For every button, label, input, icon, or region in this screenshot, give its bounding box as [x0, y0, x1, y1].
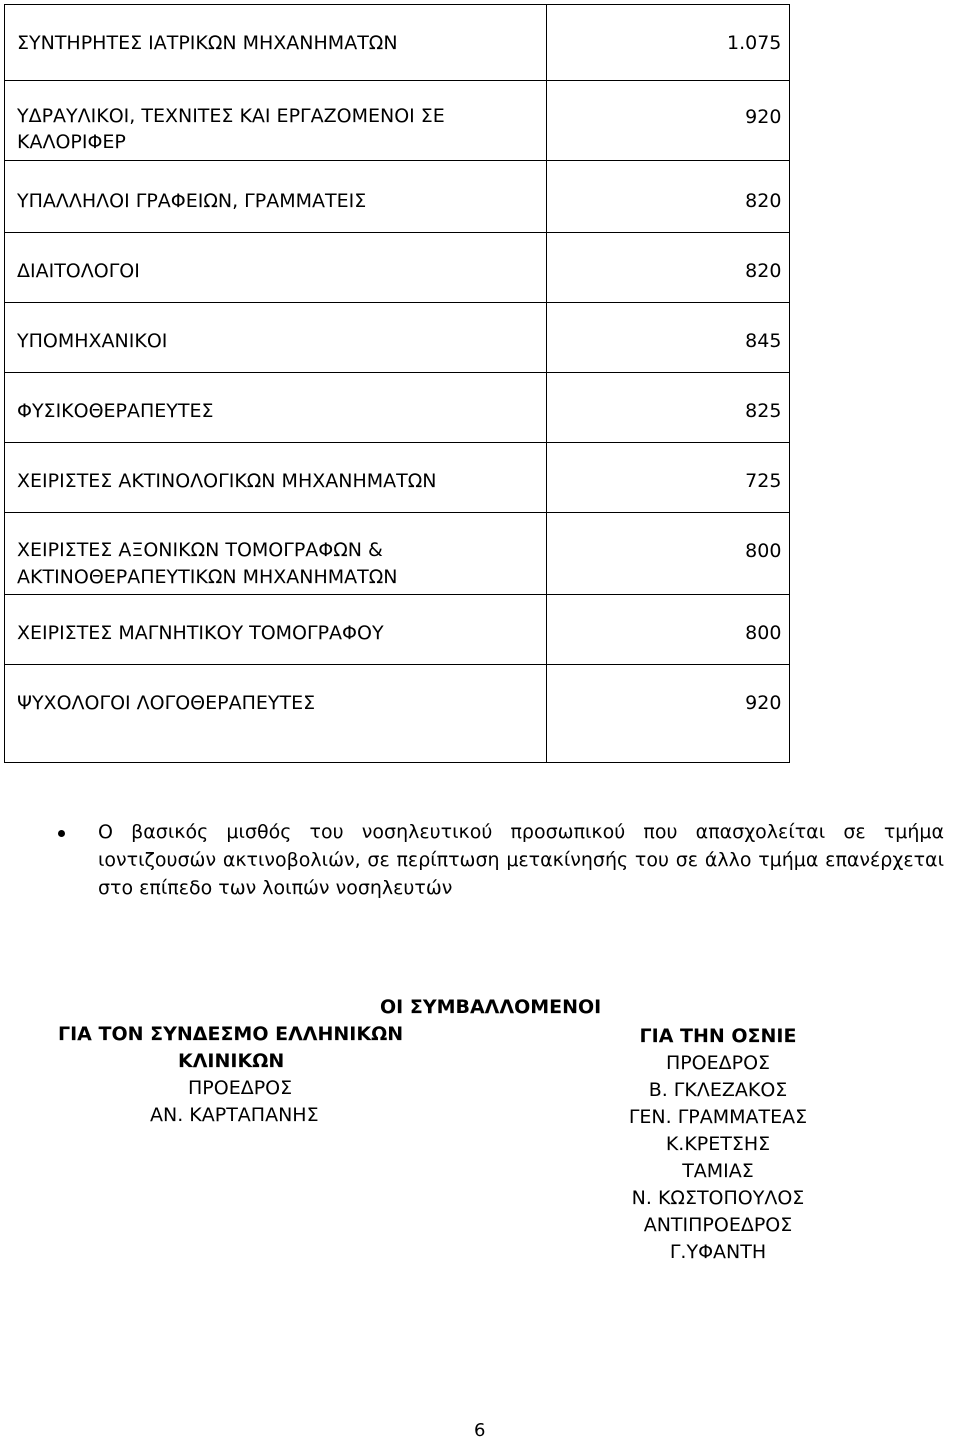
right-signatory-line: ΤΑΜΙΑΣ	[682, 1160, 754, 1182]
table-row	[5, 513, 790, 595]
salary-value: 845	[745, 330, 782, 352]
salary-cell	[547, 373, 790, 443]
table-row	[5, 5, 790, 81]
salary-value: 820	[745, 260, 782, 282]
left-signatory-name: ΑΝ. ΚΑΡΤΑΠΑΝΗΣ	[150, 1104, 319, 1126]
job-title: ΔΙΑΙΤΟΛΟΓΟΙ	[17, 260, 140, 282]
salary-cell	[547, 5, 790, 81]
job-title-cell	[5, 373, 547, 443]
right-signatory-org: ΓΙΑ ΤΗΝ ΟΣΝΙΕ	[639, 1025, 797, 1047]
table-row	[5, 233, 790, 303]
job-title: ΧΕΙΡΙΣΤΕΣ ΜΑΓΝΗΤΙΚΟΥ ΤΟΜΟΓΡΑΦΟΥ	[17, 622, 384, 644]
page-number: 6	[474, 1420, 486, 1441]
bullet-icon	[58, 830, 65, 837]
salary-cell	[547, 513, 790, 595]
job-title: ΥΔΡΑΥΛΙΚΟΙ, ΤΕΧΝΙΤΕΣ ΚΑΙ ΕΡΓΑΖΟΜΕΝΟΙ ΣΕ ΚΑΛΟΡΙΦΕΡ	[17, 105, 445, 153]
job-title: ΧΕΙΡΙΣΤΕΣ ΑΚΤΙΝΟΛΟΓΙΚΩΝ ΜΗΧΑΝΗΜΑΤΩΝ	[17, 470, 437, 492]
salary-value: 820	[745, 190, 782, 212]
right-signatory-line: Γ.ΥΦΑΝΤΗ	[669, 1241, 767, 1263]
job-title-cell	[5, 81, 547, 161]
job-title: ΥΠΑΛΛΗΛΟΙ ΓΡΑΦΕΙΩΝ, ΓΡΑΜΜΑΤΕΙΣ	[17, 190, 367, 212]
salary-cell	[547, 595, 790, 665]
salary-value: 800	[745, 622, 782, 644]
job-title-cell	[5, 513, 547, 595]
table-row	[5, 81, 790, 161]
table-row	[5, 443, 790, 513]
table-row	[5, 595, 790, 665]
right-signatory-line: Β. ΓΚΛΕΖΑΚΟΣ	[648, 1079, 788, 1101]
salary-value: 920	[745, 106, 782, 128]
table-row	[5, 303, 790, 373]
job-title: ΨΥΧΟΛΟΓΟΙ ΛΟΓΟΘΕΡΑΠΕΥΤΕΣ	[17, 692, 316, 714]
salary-cell	[547, 233, 790, 303]
right-signatory-block	[0, 1023, 960, 1266]
right-signatory-line: ΠΡΟΕΔΡΟΣ	[665, 1052, 771, 1074]
salary-cell	[547, 443, 790, 513]
salary-table	[4, 4, 790, 763]
salary-value: 920	[745, 692, 782, 714]
salary-value: 800	[745, 540, 782, 562]
job-title: ΦΥΣΙΚΟΘΕΡΑΠΕΥΤΕΣ	[17, 400, 214, 422]
salary-value: 1.075	[727, 32, 782, 54]
salary-cell	[547, 665, 790, 763]
job-title: ΣΥΝΤΗΡΗΤΕΣ ΙΑΤΡΙΚΩΝ ΜΗΧΑΝΗΜΑΤΩΝ	[17, 32, 398, 54]
table-row	[5, 665, 790, 763]
left-signatory-org-line2: ΚΛΙΝΙΚΩΝ	[178, 1050, 285, 1072]
right-signatory-line: ΑΝΤΙΠΡΟΕΔΡΟΣ	[643, 1214, 793, 1236]
right-signatory-line: Κ.ΚΡΕΤΣΗΣ	[665, 1133, 771, 1155]
job-title: ΥΠΟΜΗΧΑΝΙΚΟΙ	[17, 330, 168, 352]
left-signatory-org-line1: ΓΙΑ ΤΟΝ ΣΥΝΔΕΣΜΟ ΕΛΛΗΝΙΚΩΝ	[58, 1023, 404, 1045]
job-title: ΧΕΙΡΙΣΤΕΣ ΑΞΟΝΙΚΩΝ ΤΟΜΟΓΡΑΦΩΝ & ΑΚΤΙΝΟΘΕΡΑΠΕΥΤΙΚΩΝ ΜΗΧΑΝΗΜΑΤΩΝ	[17, 539, 398, 588]
job-title-cell	[5, 5, 547, 81]
table-row	[5, 373, 790, 443]
job-title-cell	[5, 443, 547, 513]
table-row	[5, 161, 790, 233]
salary-cell	[547, 161, 790, 233]
note-text: Ο βασικός μισθός του νοσηλευτικού προσωπικού που απασχολείται σε τμήμα ιοντιζουσών ακτινοβολιών, σε περίπτωση μετακίνησής του σε άλλο τμήμα επανέρχεται στο επίπεδο των λοιπών νοσηλευτών	[98, 821, 944, 899]
salary-cell	[547, 303, 790, 373]
job-title-cell	[5, 665, 547, 763]
salary-value: 725	[745, 470, 782, 492]
signatories-heading: ΟΙ ΣΥΜΒΑΛΛΟΜΕΝΟΙ	[380, 996, 602, 1018]
job-title-cell	[5, 161, 547, 233]
salary-cell	[547, 81, 790, 161]
salary-value: 825	[745, 400, 782, 422]
left-signatory-role: ΠΡΟΕΔΡΟΣ	[188, 1077, 293, 1099]
right-signatory-line: ΓΕΝ. ΓΡΑΜΜΑΤΕΑΣ	[628, 1106, 808, 1128]
right-signatory-line: Ν. ΚΩΣΤΟΠΟΥΛΟΣ	[631, 1187, 805, 1209]
job-title-cell	[5, 595, 547, 665]
job-title-cell	[5, 233, 547, 303]
note-paragraph	[58, 818, 944, 902]
job-title-cell	[5, 303, 547, 373]
